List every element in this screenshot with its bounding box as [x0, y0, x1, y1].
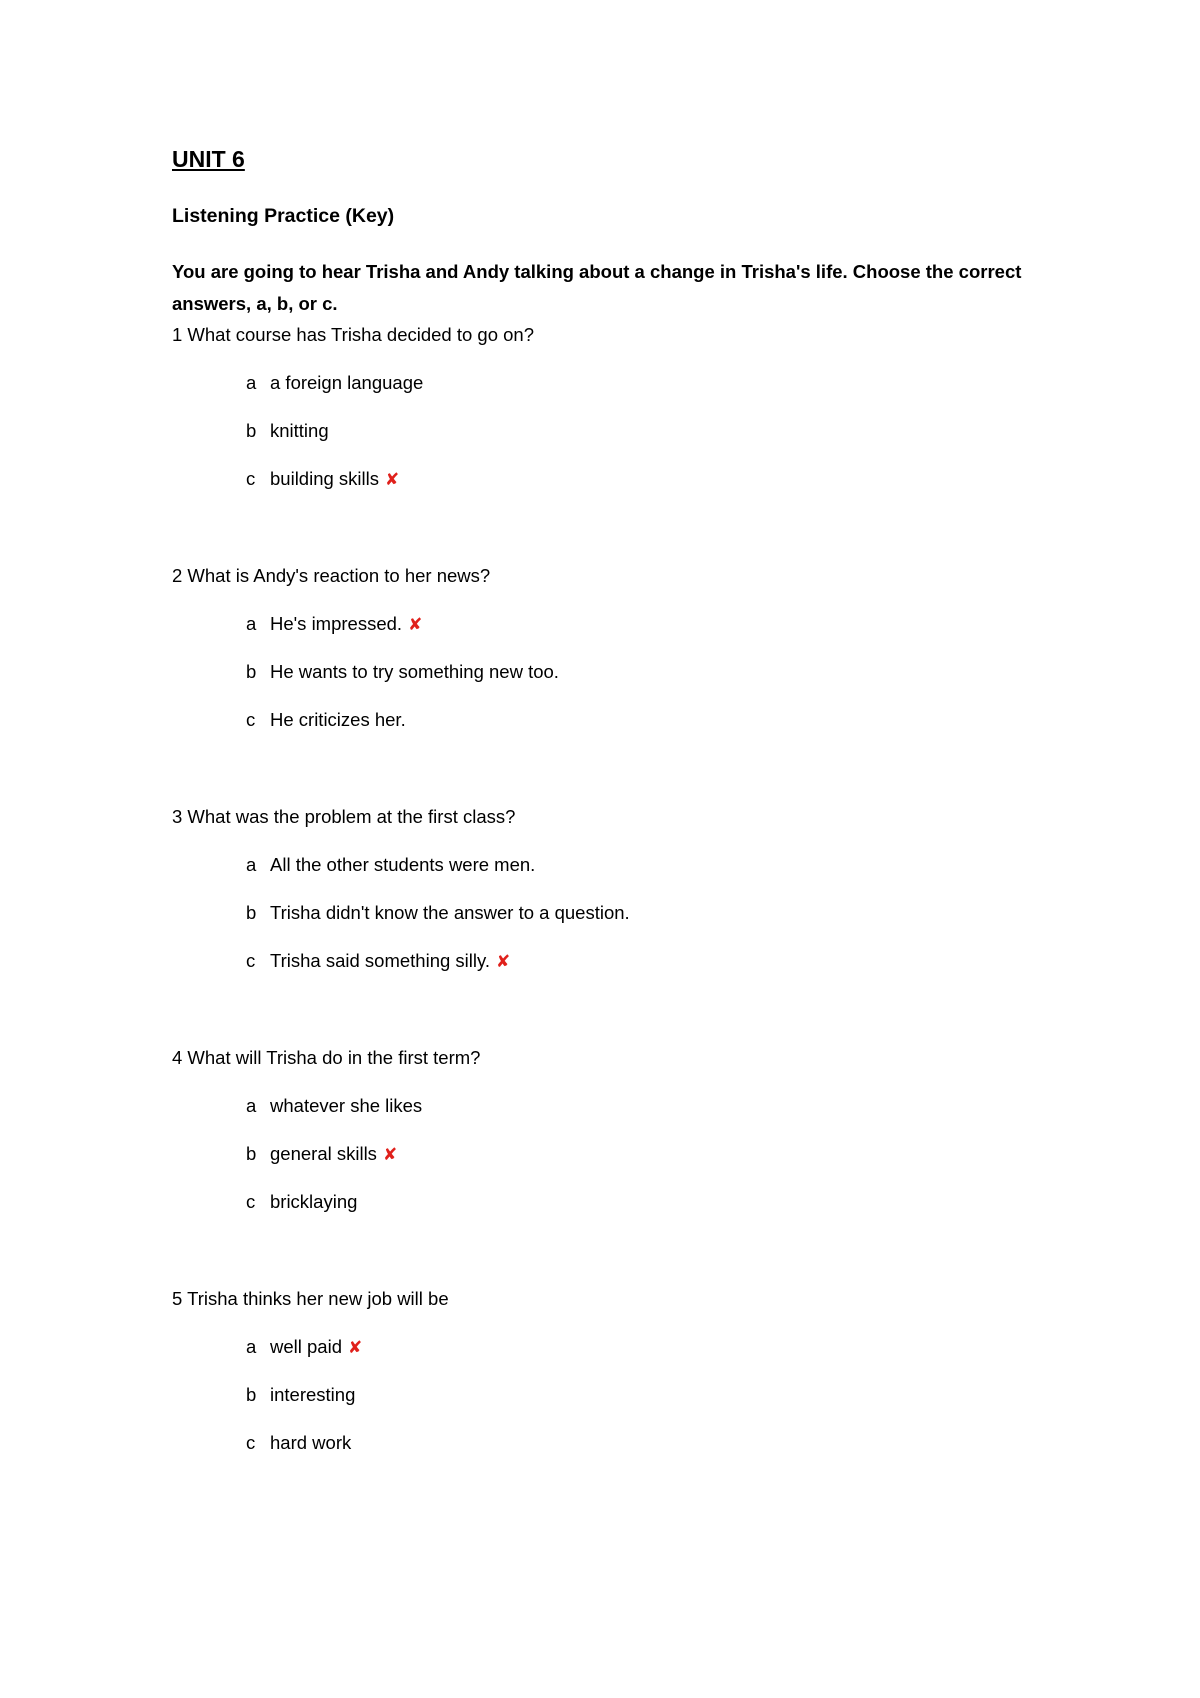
option-letter: a — [246, 613, 257, 634]
option-text: hard work — [270, 1432, 352, 1453]
option-text: All the other students were men. — [270, 854, 536, 875]
option-letter: a — [246, 1336, 257, 1357]
option-letter: c — [246, 709, 256, 730]
option-letter: b — [246, 1384, 257, 1405]
option-letter: c — [246, 1432, 256, 1453]
answer-mark-icon: ✘ — [382, 1145, 398, 1164]
question-2-option-c — [246, 709, 406, 731]
option-text: interesting — [270, 1384, 356, 1405]
question-3: 3 What was the problem at the first class? — [172, 806, 516, 827]
question-4: 4 What will Trisha do in the first term? — [172, 1047, 481, 1068]
question-3-option-b — [246, 902, 630, 924]
option-letter: b — [246, 1143, 257, 1164]
question-1-option-b — [246, 420, 329, 442]
option-letter: a — [246, 1095, 257, 1116]
option-text: well paid — [270, 1336, 342, 1357]
option-letter: a — [246, 854, 257, 875]
option-letter: c — [246, 468, 256, 489]
option-text: Trisha said something silly. — [270, 950, 491, 971]
option-text: He criticizes her. — [270, 709, 406, 730]
question-2: 2 What is Andy's reaction to her news? — [172, 565, 491, 586]
question-2-option-a — [246, 613, 422, 635]
option-text: whatever she likes — [270, 1095, 423, 1116]
question-4-option-a — [246, 1095, 422, 1117]
option-text: knitting — [270, 420, 329, 441]
question-2-option-b — [246, 661, 559, 683]
question-1: 1 What course has Trisha decided to go on? — [172, 324, 534, 345]
page-title: UNIT 6 — [172, 146, 245, 172]
option-text: building skills — [270, 468, 379, 489]
answer-mark-icon: ✘ — [348, 1338, 363, 1357]
option-letter: a — [246, 372, 257, 393]
option-letter: b — [246, 902, 257, 923]
question-1-option-a — [246, 372, 423, 394]
page-subtitle: Listening Practice (Key) — [172, 205, 395, 227]
option-text: He wants to try something new too. — [270, 661, 559, 682]
question-5-option-a — [246, 1336, 362, 1358]
option-text: He's impressed. — [270, 613, 403, 634]
question-3-option-a — [246, 854, 535, 876]
question-5-option-b — [246, 1384, 355, 1406]
option-letter: c — [246, 1191, 256, 1212]
option-letter: c — [246, 950, 256, 971]
answer-mark-icon: ✘ — [385, 470, 400, 489]
question-1-option-c — [246, 468, 399, 490]
option-text: bricklaying — [270, 1191, 358, 1212]
option-text: a foreign language — [270, 372, 424, 393]
question-5-option-c — [246, 1432, 351, 1454]
instructions: You are going to hear Trisha and Andy talking about a change in Trisha's life. Choose the correct answers, a, b, or c. — [172, 261, 1022, 314]
option-letter: b — [246, 661, 257, 682]
option-text: Trisha didn't know the answer to a question. — [270, 902, 630, 923]
question-4-option-c — [246, 1191, 357, 1213]
answer-mark-icon: ✘ — [408, 615, 423, 634]
question-4-option-b — [246, 1143, 397, 1165]
answer-mark-icon: ✘ — [496, 952, 511, 971]
question-5: 5 Trisha thinks her new job will be — [172, 1288, 449, 1309]
question-3-option-c — [246, 950, 510, 972]
option-letter: b — [246, 420, 257, 441]
option-text: general skills — [270, 1143, 377, 1164]
